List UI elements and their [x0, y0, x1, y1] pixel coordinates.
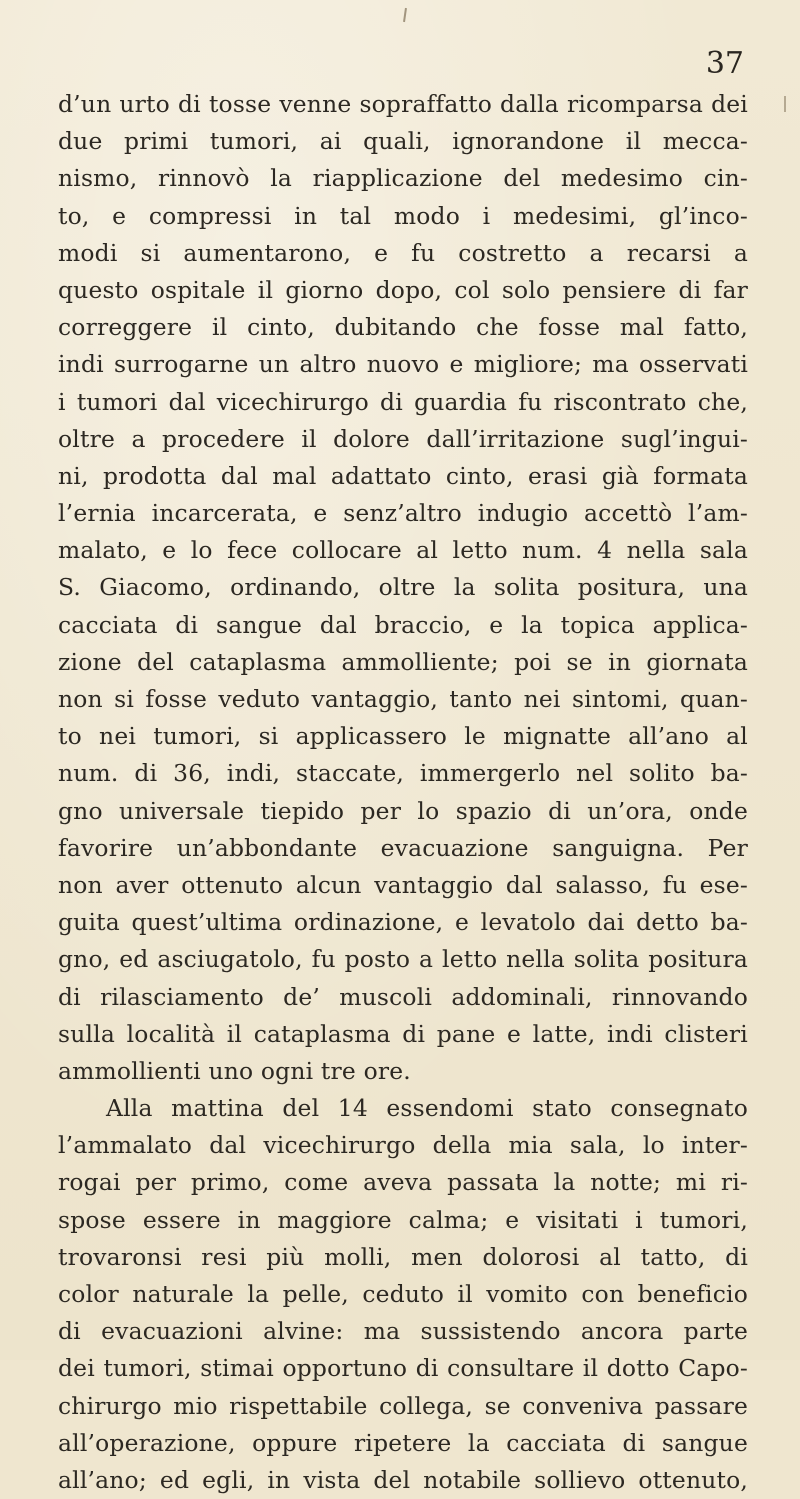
text-line: oltre a procedere il dolore dall’irritazione sugl’ingui-	[58, 424, 748, 453]
text-line: to, e compressi in tal modo i medesimi, gl’inco-	[58, 201, 748, 230]
text-line: num. di 36, indi, staccate, immergerlo nel solito ba-	[58, 759, 748, 788]
ink-mark	[403, 8, 407, 22]
paragraph-end-line: ammollienti uno ogni tre ore.	[58, 1056, 411, 1085]
text-line: l’ernia incarcerata, e senz’altro indugio accettò l’am-	[58, 499, 748, 528]
text-line: non si fosse veduto vantaggio, tanto nei sintomi, quan-	[58, 685, 748, 713]
text-line: color naturale la pelle, ceduto il vomito con beneficio	[58, 1280, 748, 1308]
text-line: questo ospitale il giorno dopo, col solo pensiere di far	[58, 275, 748, 304]
text-line: dei tumori, stimai opportuno di consultare il dotto Capo-	[58, 1354, 748, 1383]
text-line: rogai per primo, come aveva passata la notte; mi ri-	[58, 1168, 748, 1197]
text-line: correggere il cinto, dubitando che fosse mal fatto,	[58, 313, 748, 342]
text-line: modi si aumentarono, e fu costretto a recarsi a	[58, 238, 748, 267]
text-line: ni, prodotta dal mal adattato cinto, erasi già formata	[58, 461, 748, 490]
text-line: non aver ottenuto alcun vantaggio dal salasso, fu ese-	[58, 870, 748, 899]
text-line: indi surrogarne un altro nuovo e migliore; ma osservati	[58, 350, 748, 379]
text-line: di rilasciamento de’ muscoli addominali, rinnovando	[58, 982, 748, 1011]
text-line: all’ano; ed egli, in vista del notabile sollievo ottenuto,	[58, 1465, 748, 1494]
text-line: trovaronsi resi più molli, men dolorosi al tatto, di	[58, 1242, 748, 1271]
body-text	[58, 86, 748, 1499]
margin-mark	[784, 96, 786, 112]
text-line: malato, e lo fece collocare al letto num. 4 nella sala	[58, 536, 748, 565]
text-line: zione del cataplasma ammolliente; poi se in giornata	[58, 647, 748, 676]
text-line: guita quest’ultima ordinazione, e levatolo dai detto ba-	[58, 908, 748, 937]
text-line: d’un urto di tosse venne sopraffatto dalla ricomparsa dei	[58, 90, 748, 118]
paragraph-start-line: Alla mattina del 14 essendomi stato consegnato	[106, 1094, 748, 1123]
text-line: cacciata di sangue dal braccio, e la topica applica-	[58, 610, 748, 639]
text-line: l’ammalato dal vicechirurgo della mia sala, lo inter-	[58, 1131, 748, 1160]
text-line: sulla località il cataplasma di pane e latte, indi clisteri	[58, 1019, 748, 1048]
text-line: i tumori dal vicechirurgo di guardia fu riscontrato che,	[58, 387, 748, 416]
text-line: spose essere in maggiore calma; e visitati i tumori,	[58, 1205, 748, 1234]
text-line: nismo, rinnovò la riapplicazione del medesimo cin-	[58, 164, 748, 193]
text-line: gno, ed asciugatolo, fu posto a letto nella solita positura	[58, 945, 748, 974]
text-line: favorire un’abbondante evacuazione sanguigna. Per	[58, 833, 748, 862]
text-line: di evacuazioni alvine: ma sussistendo ancora parte	[58, 1317, 748, 1346]
text-line: to nei tumori, si applicassero le mignatte all’ano al	[58, 722, 748, 751]
text-line: all’operazione, oppure ripetere la cacciata di sangue	[58, 1428, 748, 1457]
text-line: S. Giacomo, ordinando, oltre la solita positura, una	[58, 573, 748, 602]
text-line: gno universale tiepido per lo spazio di un’ora, onde	[58, 796, 748, 825]
text-line: chirurgo mio rispettabile collega, se conveniva passare	[58, 1391, 748, 1420]
page-number: 37	[705, 46, 744, 81]
text-line: due primi tumori, ai quali, ignorandone il mecca-	[58, 127, 748, 156]
